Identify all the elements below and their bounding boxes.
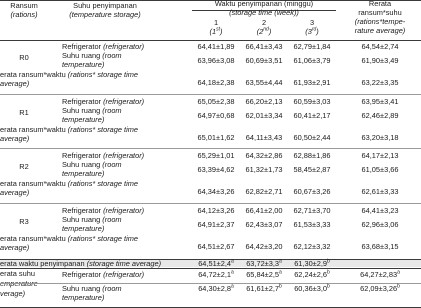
ransum-waktu-average-label-2: average) xyxy=(0,133,30,143)
r2-average-cell-4: 62,61±3,33 xyxy=(361,187,399,196)
r1-average-cell-3: 60,50±2,44 xyxy=(293,132,331,142)
room-temperature-label: Suhu ruang (room xyxy=(62,160,122,169)
r3-refrigerator-cell-2: 66,41±2,00 xyxy=(245,205,283,215)
r2-room-cell-3: 58,45±2,87 xyxy=(293,165,331,174)
r2-average-cell-2: 62,82±2,71 xyxy=(245,187,283,196)
time-average-label: erata waktu penyimpanan (storage time average) xyxy=(0,259,162,268)
r0-average-cell-3: 61,93±2,91 xyxy=(293,78,331,87)
suhu-block-label-2 xyxy=(0,280,38,289)
refrigerator-label: Refrigerator (refrigerator) xyxy=(62,96,145,106)
r2-refrigerator-cell-2: 64,32±2,86 xyxy=(245,151,283,160)
ransum-waktu-average-label-2: average) xyxy=(0,242,30,252)
refrigerator-label: Refrigerator (refrigerator) xyxy=(62,42,145,51)
room-temperature-label: Suhu ruang (room xyxy=(62,51,122,60)
suhu-refrigerator-label: Refrigerator (refrigerator) xyxy=(62,270,145,279)
header-ransum: Ransum xyxy=(10,1,38,10)
r0-refrigerator-cell-4: 64,54±2,74 xyxy=(361,42,399,51)
suhu-room-label-2: temperature) xyxy=(62,293,105,302)
suhu-room-cell-1: 64,30±2,8$^a$ xyxy=(198,283,234,293)
suhu-room-cell-3: 60,36±3,0$^b$ xyxy=(294,283,330,293)
r0-room-cell-3: 61,06±3,79 xyxy=(293,56,331,65)
r3-refrigerator-cell-1: 64,12±3,26 xyxy=(197,205,235,215)
r3-average-cell-4: 63,68±3,15 xyxy=(361,241,399,251)
refrigerator-label: Refrigerator (refrigerator) xyxy=(62,151,145,160)
room-temperature-label: Suhu ruang (room xyxy=(62,214,122,224)
time-average-cell-2: 63,72±3,3$^a$ xyxy=(246,258,282,268)
suhu-refrigerator-cell-1: 64,72±2,1$^a$ xyxy=(198,269,234,279)
header-waktu-en: (storage time (week)) xyxy=(229,8,299,17)
r0-refrigerator-cell-1: 64,41±1,89 xyxy=(197,42,235,51)
r0-room-cell-4: 61,90±3,49 xyxy=(361,56,399,65)
r3-room-cell-1: 64,91±2,37 xyxy=(197,219,235,229)
r1-room-cell-1: 64,97±0,68 xyxy=(197,110,235,120)
r2-room-cell-2: 61,32±1,73 xyxy=(245,165,283,174)
ransum-waktu-average-label: erata ransum*waktu (rations* storage time xyxy=(0,124,139,134)
r3-refrigerator-cell-3: 62,71±3,70 xyxy=(293,205,331,215)
r0-refrigerator-cell-2: 66,41±3,43 xyxy=(245,42,283,51)
r0-average-cell-1: 64,18±2,38 xyxy=(197,78,235,87)
r0-refrigerator-cell-3: 62,79±1,84 xyxy=(293,42,331,51)
time-average-cell-3: 61,30±2,9$^b$ xyxy=(294,258,330,268)
header-rations: (rations) xyxy=(10,10,38,19)
r3-average-cell-2: 64,42±3,20 xyxy=(245,241,283,251)
r3-room-cell-2: 62,43±3,07 xyxy=(245,219,283,229)
r1-room-cell-2: 62,01±3,34 xyxy=(245,110,283,120)
refrigerator-label: Refrigerator (refrigerator) xyxy=(62,205,145,215)
r3-room-cell-3: 61,53±3,33 xyxy=(293,219,331,229)
r1-refrigerator-cell-4: 63,95±3,41 xyxy=(361,96,399,106)
group-name-r1: R1 xyxy=(19,107,29,117)
header-week-1-en: (1st) xyxy=(209,26,223,36)
ransum-waktu-average-label-2: average) xyxy=(0,79,30,88)
group-name-r3: R3 xyxy=(19,216,29,226)
r0-average-cell-4: 63,22±3,35 xyxy=(361,78,399,87)
header-rerata-4: rature average) xyxy=(354,26,406,35)
r3-room-cell-4: 62,96±3,06 xyxy=(361,219,399,229)
r3-average-cell-1: 64,51±2,67 xyxy=(197,241,235,251)
ransum-waktu-average-label: erata ransum*waktu (rations* storage time xyxy=(0,179,139,188)
header-rerata-3: (rations*tempe- xyxy=(354,17,406,26)
r1-room-cell-3: 60,41±2,17 xyxy=(293,110,331,120)
r2-average-cell-1: 64,34±3,26 xyxy=(197,187,235,196)
r1-refrigerator-cell-2: 66,20±2,13 xyxy=(245,96,283,106)
r1-average-cell-4: 63,20±3,18 xyxy=(361,132,399,142)
suhu-block-label-1: erata suhu xyxy=(0,269,35,278)
r3-average-cell-3: 62,12±3,32 xyxy=(293,241,331,251)
room-temperature-label-2: temperature) xyxy=(62,60,105,69)
r2-refrigerator-cell-1: 65,29±1,01 xyxy=(197,151,235,160)
header-rerata-2: ransum*suhu xyxy=(358,8,402,17)
group-divider xyxy=(0,94,421,95)
r2-average-cell-3: 60,67±3,26 xyxy=(293,187,331,196)
header-week-3: 3 xyxy=(309,18,315,27)
suhu-refrigerator-cell-3: 62,24±2,6$^b$ xyxy=(294,269,330,279)
r2-room-cell-1: 63,39±4,62 xyxy=(197,165,235,174)
header-week-3-en: (3rd) xyxy=(305,26,319,36)
r1-room-cell-4: 62,46±2,89 xyxy=(361,110,399,120)
header-suhu-en: (temperature storage) xyxy=(69,10,141,19)
ransum-waktu-average-label: erata ransum*waktu (rations* storage time xyxy=(0,70,139,79)
r3-refrigerator-cell-4: 64,41±3,23 xyxy=(361,205,399,215)
header-bottom-rule xyxy=(0,40,421,41)
header-week-2-en: (2nd) xyxy=(256,26,272,36)
header-suhu: Suhu penyimpanan xyxy=(73,1,137,10)
room-temperature-label-2: temperature) xyxy=(62,223,105,233)
r0-average-cell-2: 63,55±4,44 xyxy=(245,78,283,87)
suhu-room-label: Suhu ruang (room xyxy=(62,284,122,293)
r2-refrigerator-cell-4: 64,17±2,13 xyxy=(361,151,399,160)
room-temperature-label-2: temperature) xyxy=(62,169,105,178)
ransum-waktu-average-label: erata ransum*waktu (rations* storage time xyxy=(0,233,139,243)
r1-refrigerator-cell-1: 65,05±2,38 xyxy=(197,96,235,106)
r0-room-cell-2: 60,69±3,51 xyxy=(245,56,283,65)
suhu-refrigerator-cell-avg: 64,27±2,83$^a$ xyxy=(360,269,400,279)
suhu-block-label-3: verage) xyxy=(0,289,26,298)
header-rerata-1: Rerata xyxy=(368,0,392,8)
r2-refrigerator-cell-3: 62,88±1,86 xyxy=(293,151,331,160)
group-divider xyxy=(0,203,421,204)
room-temperature-label-2: temperature) xyxy=(62,114,105,124)
suhu-room-cell-2: 61,61±2,7$^b$ xyxy=(246,283,282,293)
r2-room-cell-4: 61,05±3,66 xyxy=(361,165,399,174)
group-name-r0: R0 xyxy=(19,53,29,62)
header-week-1: 1 xyxy=(213,18,219,27)
header-waktu: Waktu penyimpanan (minggu) xyxy=(214,0,314,8)
r0-room-cell-1: 63,96±3,08 xyxy=(197,56,235,65)
suhu-refrigerator-cell-2: 65,84±2,5$^a$ xyxy=(246,269,282,279)
r1-refrigerator-cell-3: 60,59±3,03 xyxy=(293,96,331,106)
group-name-r2: R2 xyxy=(19,162,29,171)
group-divider xyxy=(0,148,421,149)
ransum-waktu-average-label-2: average) xyxy=(0,188,30,197)
suhu-room-cell-avg: 62,09±3,26$^b$ xyxy=(360,283,400,293)
room-temperature-label: Suhu ruang (room xyxy=(62,105,122,115)
header-week-2: 2 xyxy=(261,18,267,27)
r1-average-cell-1: 65,01±1,62 xyxy=(197,132,235,142)
r1-average-cell-2: 64,11±3,43 xyxy=(245,132,283,142)
time-average-cell-1: 64,51±2,4$^a$ xyxy=(198,258,234,268)
